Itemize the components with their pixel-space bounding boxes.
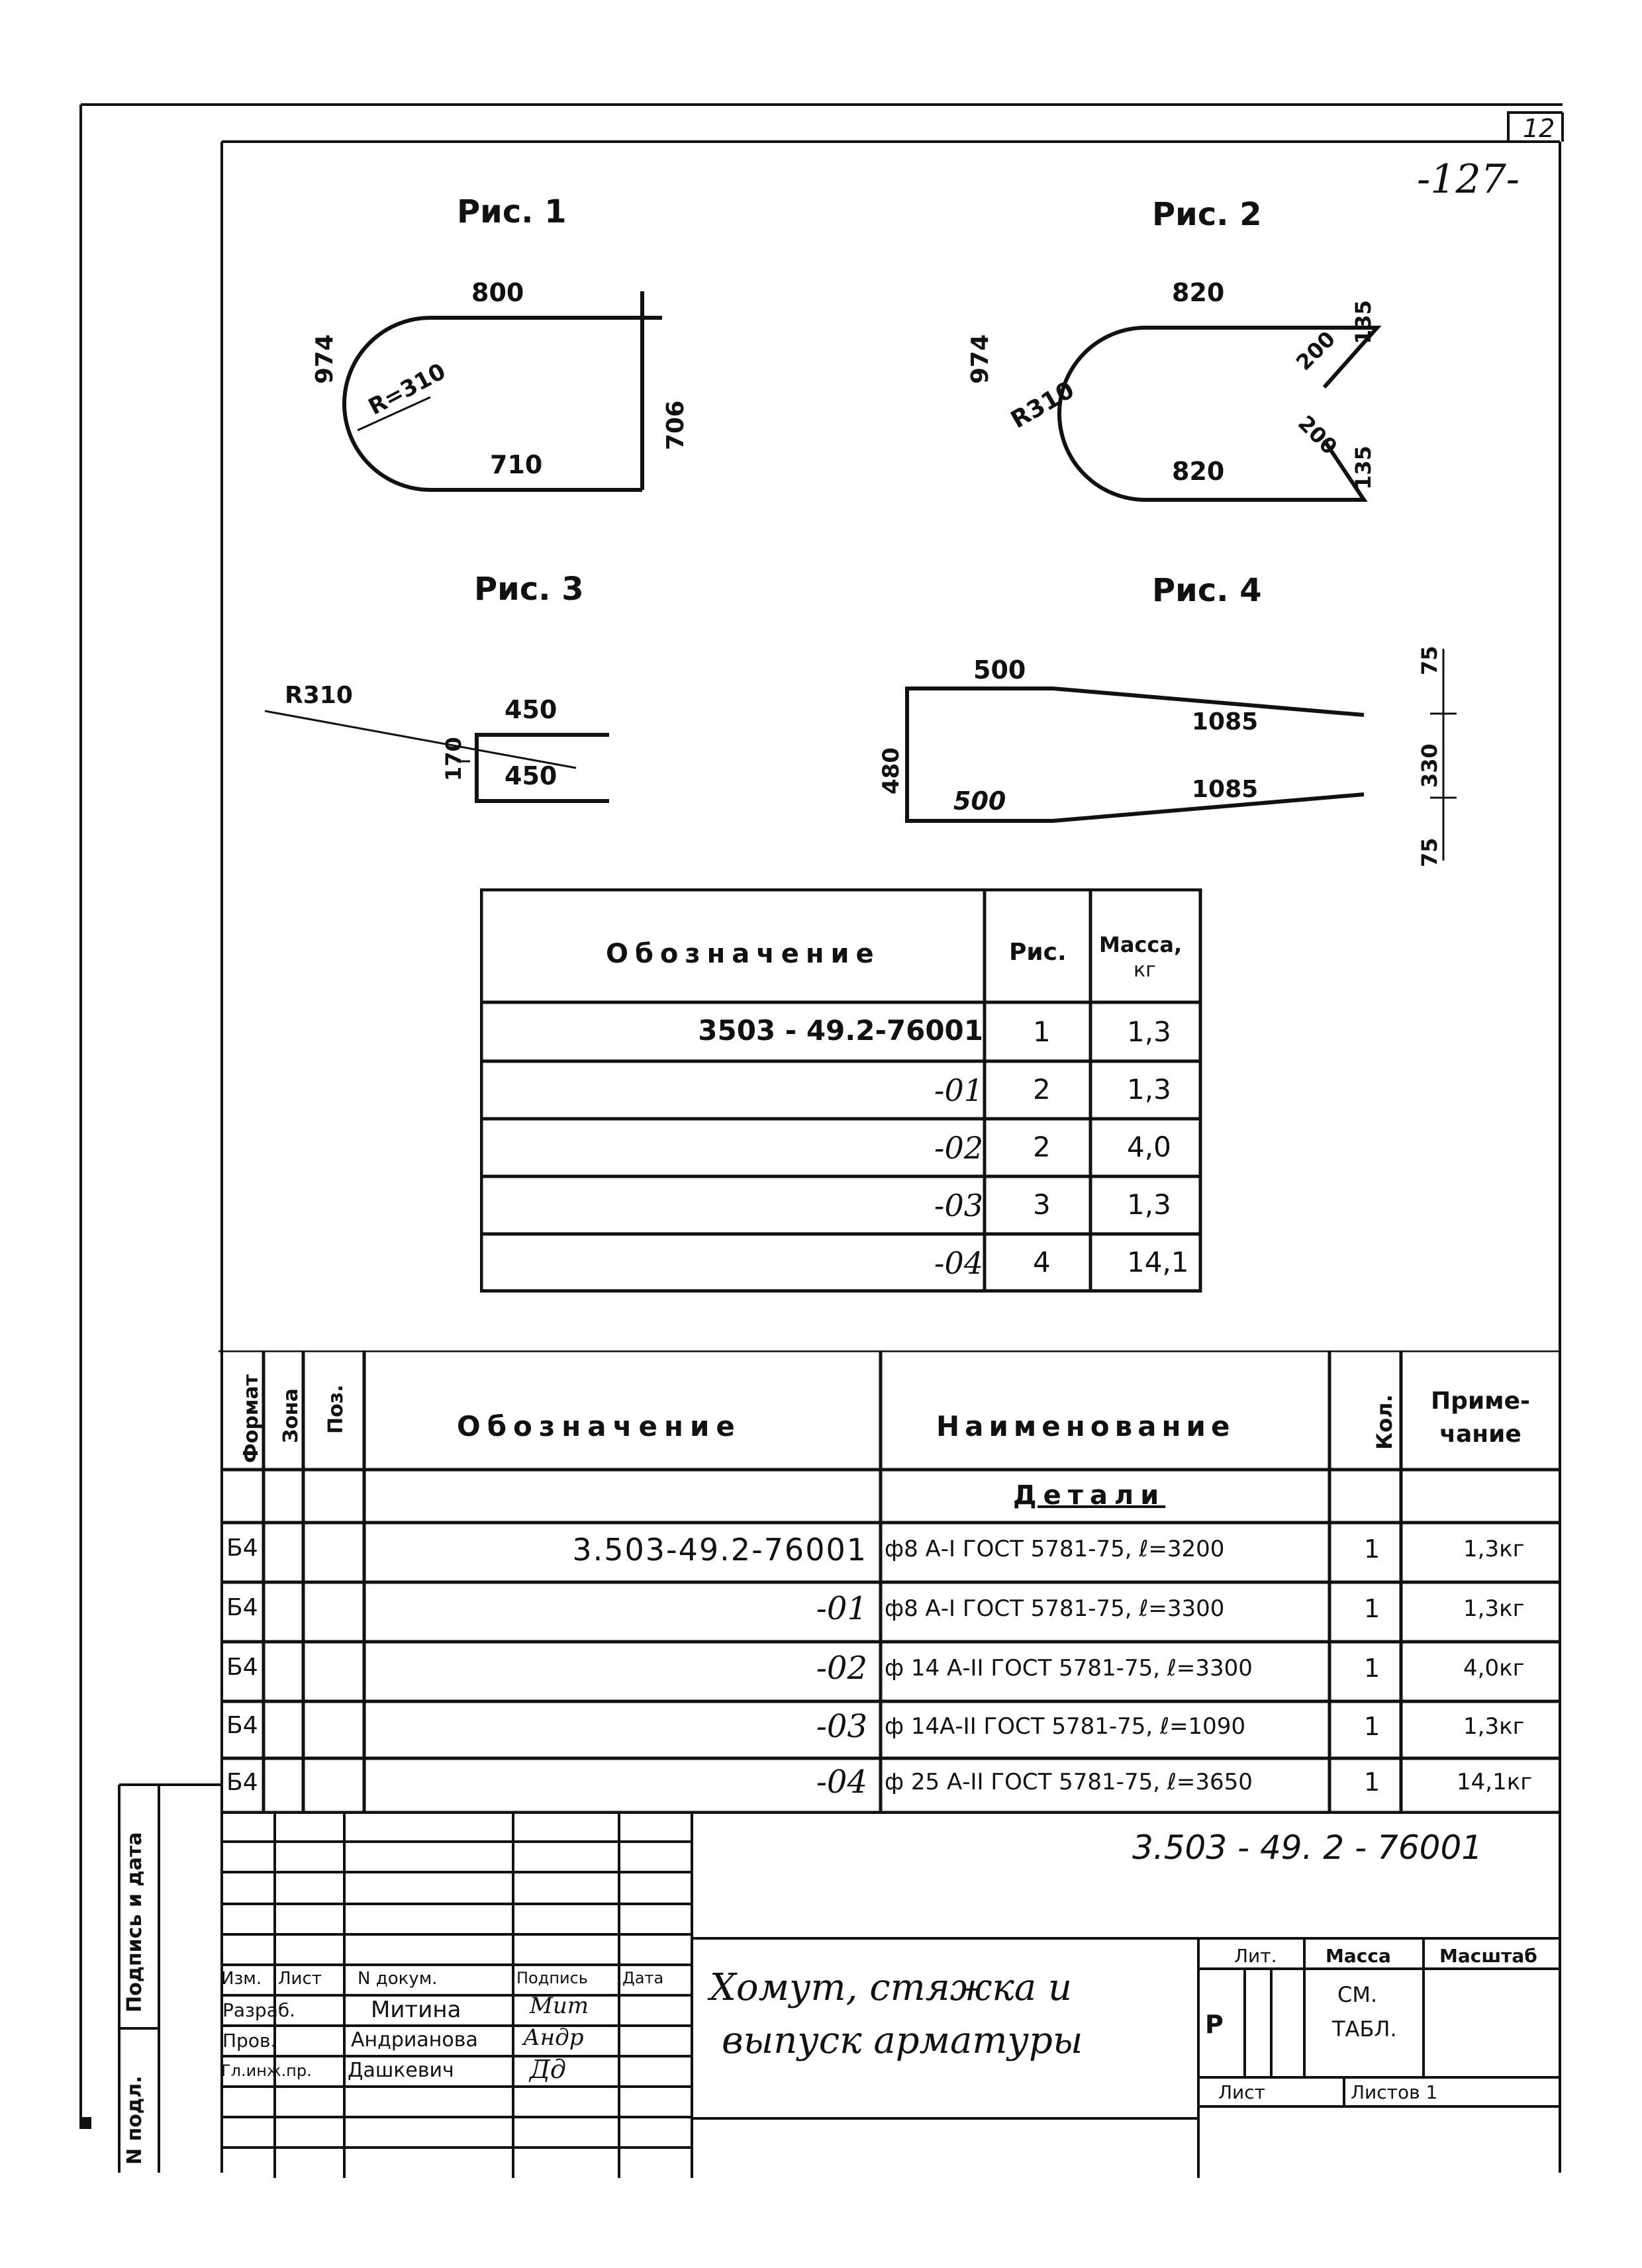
spec-header-note: Приме-чание xyxy=(1431,1388,1530,1448)
spec-header-qty: Кол. xyxy=(1372,1394,1397,1450)
spec-header-zone: Зона xyxy=(279,1388,303,1443)
spec-row-5-qty: 1 xyxy=(1364,1768,1380,1797)
tb-mass-value-1: СМ. xyxy=(1337,1982,1378,2007)
title-block-title-line2: выпуск арматуры xyxy=(722,2019,1083,2062)
tb-col-izm: Изм. xyxy=(221,1969,262,1989)
fig4-dim-bottom-left: 500 xyxy=(953,786,1006,816)
spec-row-1-designation: 3.503-49.2-76001 xyxy=(572,1532,867,1568)
sheet-number: -127- xyxy=(1417,156,1520,203)
mass-row-2-designation: -01 xyxy=(934,1072,983,1108)
fig1-dim-top: 800 xyxy=(471,278,524,307)
mass-row-2-mass: 1,3 xyxy=(1127,1073,1171,1106)
tb-sign-3: Дд xyxy=(530,2055,566,2084)
fig2-dim-bottom: 820 xyxy=(1172,457,1225,486)
fig2-hook-top: 200 xyxy=(1291,326,1341,375)
tb-mass-label: Масса xyxy=(1326,1945,1391,1967)
spec-row-2-designation: -01 xyxy=(816,1590,867,1627)
mass-table-header-mass-unit: кг xyxy=(1134,959,1156,982)
mass-row-4-fig: 3 xyxy=(1033,1188,1051,1221)
spec-row-3-format: Б4 xyxy=(226,1654,258,1681)
fig1-dim-left: 974 xyxy=(311,334,338,384)
spec-row-4-designation: -03 xyxy=(816,1708,867,1745)
fig3-dim-bottom: 450 xyxy=(505,761,557,790)
fig2-dim-top: 820 xyxy=(1172,278,1225,307)
spec-row-5-format: Б4 xyxy=(226,1769,258,1796)
fig4-dim-top-diag: 1085 xyxy=(1192,708,1259,735)
fig3-radius: R310 xyxy=(285,682,353,709)
spec-row-4-note: 1,3кг xyxy=(1463,1713,1525,1740)
mass-row-4-mass: 1,3 xyxy=(1127,1188,1171,1221)
fig3-title: Рис. 3 xyxy=(474,571,584,608)
side-stamp-sign-date: Подпись и дата xyxy=(123,1832,146,2012)
spec-table-grid xyxy=(218,1350,1563,1814)
tb-name-3: Дашкевич xyxy=(348,2059,454,2082)
spec-header-format: Формат xyxy=(240,1374,263,1463)
mass-row-1-mass: 1,3 xyxy=(1127,1016,1171,1048)
side-stamp-inv: N подл. xyxy=(123,2075,146,2165)
fig1-title: Рис. 1 xyxy=(457,193,567,230)
mass-row-1-fig: 1 xyxy=(1033,1016,1051,1048)
fig3-dim-height: 170 xyxy=(441,737,466,781)
tb-role-1: Разраб. xyxy=(222,1999,296,2021)
mass-row-5-designation: -04 xyxy=(934,1245,983,1281)
mass-table-header-designation: Обозначение xyxy=(606,939,881,969)
fig2-title: Рис. 2 xyxy=(1152,196,1262,233)
title-block-title-line1: Хомут, стяжка и xyxy=(710,1966,1073,2009)
spec-row-1-note: 1,3кг xyxy=(1463,1536,1525,1562)
fig2-dim-top-right: 135 xyxy=(1351,300,1376,344)
tb-col-list: Лист xyxy=(278,1969,322,1989)
mass-row-5-fig: 4 xyxy=(1033,1246,1051,1278)
tb-sign-2: Андр xyxy=(523,2024,584,2051)
sheet-corner-number: 12 xyxy=(1523,114,1555,143)
tb-lit-value: Р xyxy=(1205,2010,1224,2039)
tb-role-2: Пров. xyxy=(222,2030,277,2052)
spec-row-3-note: 4,0кг xyxy=(1463,1655,1525,1681)
spec-row-4-format: Б4 xyxy=(226,1712,258,1739)
spec-row-3-designation: -02 xyxy=(816,1650,867,1687)
spec-header-name: Наименование xyxy=(936,1410,1235,1442)
spec-row-1-name: ф8 А-I ГОСТ 5781-75, ℓ=3200 xyxy=(885,1536,1225,1562)
title-block-doc-number: 3.503 - 49. 2 - 76001 xyxy=(1132,1828,1483,1867)
fig4-dim-right-mid: 330 xyxy=(1417,743,1442,788)
spec-header-designation: Обозначение xyxy=(457,1410,742,1442)
spec-row-3-name: ф 14 А-II ГОСТ 5781-75, ℓ=3300 xyxy=(885,1655,1253,1681)
fig2-dim-bottom-right: 135 xyxy=(1351,446,1376,490)
tb-mass-value-2: ТАБЛ. xyxy=(1332,2016,1397,2042)
tb-col-date: Дата xyxy=(622,1969,664,1987)
fig2-dim-left: 974 xyxy=(967,334,994,384)
mass-row-3-mass: 4,0 xyxy=(1127,1131,1171,1163)
spec-row-2-name: ф8 А-I ГОСТ 5781-75, ℓ=3300 xyxy=(885,1595,1225,1622)
mass-row-4-designation: -03 xyxy=(934,1188,983,1223)
mass-row-2-fig: 2 xyxy=(1033,1073,1051,1106)
spec-row-2-note: 1,3кг xyxy=(1463,1595,1525,1622)
spec-row-4-qty: 1 xyxy=(1364,1712,1380,1741)
spec-section-title: Детали xyxy=(1013,1480,1166,1511)
spec-row-5-designation: -04 xyxy=(816,1764,867,1801)
fig3-dim-top: 450 xyxy=(505,695,557,724)
fig4-dim-left: 480 xyxy=(878,747,904,794)
fig2-hook-bottom: 200 xyxy=(1293,410,1343,460)
mass-row-3-designation: -02 xyxy=(934,1130,983,1166)
mass-row-3-fig: 2 xyxy=(1033,1131,1051,1163)
fig1-radius: R=310 xyxy=(364,358,450,421)
spec-row-5-name: ф 25 А-II ГОСТ 5781-75, ℓ=3650 xyxy=(885,1769,1253,1795)
spec-row-3-qty: 1 xyxy=(1364,1654,1380,1683)
tb-name-1: Митина xyxy=(371,1997,461,2023)
fig1-dim-right: 706 xyxy=(662,400,689,450)
tb-col-ndoc: N докум. xyxy=(358,1969,438,1989)
fig1-dim-bottom: 710 xyxy=(490,450,543,479)
mass-table-header-fig: Рис. xyxy=(1009,939,1067,966)
mass-row-5-mass: 14,1 xyxy=(1127,1246,1189,1278)
spec-row-1-format: Б4 xyxy=(226,1535,258,1562)
tb-scale-label: Масштаб xyxy=(1439,1945,1537,1967)
mass-table-header-mass: Масса, xyxy=(1099,932,1183,957)
tb-sheets-label: Листов 1 xyxy=(1351,2081,1438,2103)
mass-row-1-designation: 3503 - 49.2-76001 xyxy=(698,1014,983,1047)
fig4-dim-top-left: 500 xyxy=(973,655,1026,685)
spec-header-pos: Поз. xyxy=(324,1384,348,1434)
tb-sheet-label: Лист xyxy=(1218,2081,1265,2103)
tb-name-2: Андрианова xyxy=(351,2028,478,2052)
tb-role-3: Гл.инж.пр. xyxy=(221,2061,312,2080)
spec-row-1-qty: 1 xyxy=(1364,1535,1380,1564)
tb-sign-1: Мит xyxy=(530,1993,589,2019)
spec-row-5-note: 14,1кг xyxy=(1457,1769,1533,1795)
spec-row-4-name: ф 14А-II ГОСТ 5781-75, ℓ=1090 xyxy=(885,1713,1246,1740)
tb-lit-label: Лит. xyxy=(1234,1945,1277,1967)
fig4-title: Рис. 4 xyxy=(1152,572,1262,609)
fig4-dim-bottom-diag: 1085 xyxy=(1192,776,1259,803)
spec-row-2-format: Б4 xyxy=(226,1594,258,1621)
fig2-radius: R310 xyxy=(1006,376,1079,434)
fig4-dim-right-top: 75 xyxy=(1417,645,1442,675)
spec-row-2-qty: 1 xyxy=(1364,1594,1380,1623)
tb-col-sign: Подпись xyxy=(516,1969,588,1987)
fig4-dim-right-bottom: 75 xyxy=(1417,837,1442,867)
